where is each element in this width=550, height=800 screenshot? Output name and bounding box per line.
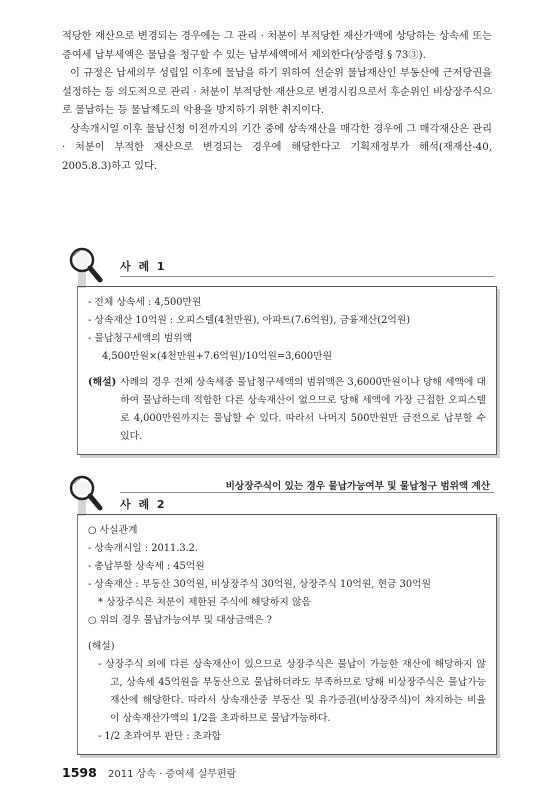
page-number: 1598 [62, 765, 97, 780]
paragraph-1: 적당한 재산으로 변경되는 경우에는 그 관리 · 처분이 부적당한 재산가액에 상당하는 상속세 또는 증여세 납부세액은 물납을 청구할 수 있는 납부세액에서 제외한다(상증령 § 73③). [62, 31, 492, 61]
case-1-line: - 전체 상속세 : 4,500만원 [88, 297, 202, 308]
case-2-note-text: - 1/2 초과여부 판단 : 초과함 [98, 731, 222, 742]
case-2-line: - 총납부할 상속세 : 45억원 [88, 561, 205, 572]
magnifier-icon [62, 472, 118, 520]
case-2-subtitle: 비상장주식이 있는 경우 물납가능여부 및 물납청구 범위액 계산 [225, 481, 490, 492]
case-2-rule [120, 492, 494, 493]
paragraph-2: 이 규정은 납세의무 성립일 이후에 물납을 하기 위하여 선순위 물납재산인 부동산에 근저당권을 설정하는 등 의도적으로 관리 · 처분이 부적당한 재산으로 변경시킴으로서 후순위인 비상장주식으로 물납하는 등 물납제도의 악용을 방지하기 위한 취지이다. [62, 68, 492, 116]
case-2-note-text: - 상장주식 외에 다른 상속재산이 있으므로 상장주식은 물납이 가능한 재산에 해당하지 않고, 상속세 45억원을 부동산으로 물납하더라도 부족하므로 당해 비상장주식은 물납가능재산에 해당한다. 따라서 상속재산중 부동산 및 유가증권(비상장주식)이 차지하는 비율이 상속재산가액의 1/2을 초과하므로 물납가능하다. [98, 659, 486, 724]
case-1-rule [120, 276, 494, 277]
case-2-header [62, 472, 494, 520]
case-2-label: 사 례 2 [120, 498, 167, 511]
case-1-note-text: 사례의 경우 전체 상속세중 물납청구세액의 범위액은 3,6000만원이나 당해 세액에 대하여 물납하는데 적합한 다른 상속재산이 없으므로 당해 세액에 가장 근접한 오피스텔로 4,000만원까지는 물납할 수 있다. 따라서 나머지 500만원만 금전으로 납부할 수 있다. [120, 377, 486, 442]
case-2-line: * 상장주식은 처분이 제한된 주식에 해당하지 않음 [98, 597, 311, 608]
case-1 [62, 244, 494, 455]
case-2-line: ○ 위의 경우 물납가능여부 및 대상금액은 ? [88, 615, 272, 626]
body-text [62, 28, 492, 176]
case-1-line: - 물납청구세액의 범위액 [88, 333, 193, 344]
case-2-line: - 상속개시일 : 2011.3.2. [88, 543, 199, 554]
case-1-line: - 상속재산 10억원 : 오피스텔(4천만원), 아파트(7.6억원), 금융재산(2억원) [88, 315, 411, 326]
case-1-note-tag: (해설) [88, 377, 117, 388]
case-2-line: ○ 사실관계 [88, 525, 138, 536]
case-1-label: 사 례 1 [120, 260, 167, 273]
case-2 [62, 472, 494, 755]
page-footer [62, 765, 236, 780]
case-2-note-tag: (해설) [88, 641, 115, 652]
case-2-line: - 상속재산 : 부동산 30억원, 비상장주식 30억원, 상장주식 10억원, 현금 30억원 [88, 579, 432, 590]
case-1-note [88, 374, 486, 446]
case-2-box [77, 514, 497, 755]
book-title: 2011 상속 · 증여세 실무편람 [107, 769, 237, 780]
paragraph-3: 상속개시일 이후 물납신청 이전까지의 기간 중에 상속재산을 매각한 경우에 그 매각재산은 관리 · 처분이 부적한 재산으로 변경되는 경우에 해당한다고 기획재정부가 해석(재재산-40, 2005.8.3)하고 있다. [62, 123, 492, 172]
case-1-header [62, 244, 494, 292]
case-1-formula: 4,500만원×(4천만원+7.6억원)/10억원=3,600만원 [102, 351, 333, 362]
case-1-box [77, 286, 497, 455]
magnifier-icon [62, 244, 118, 292]
